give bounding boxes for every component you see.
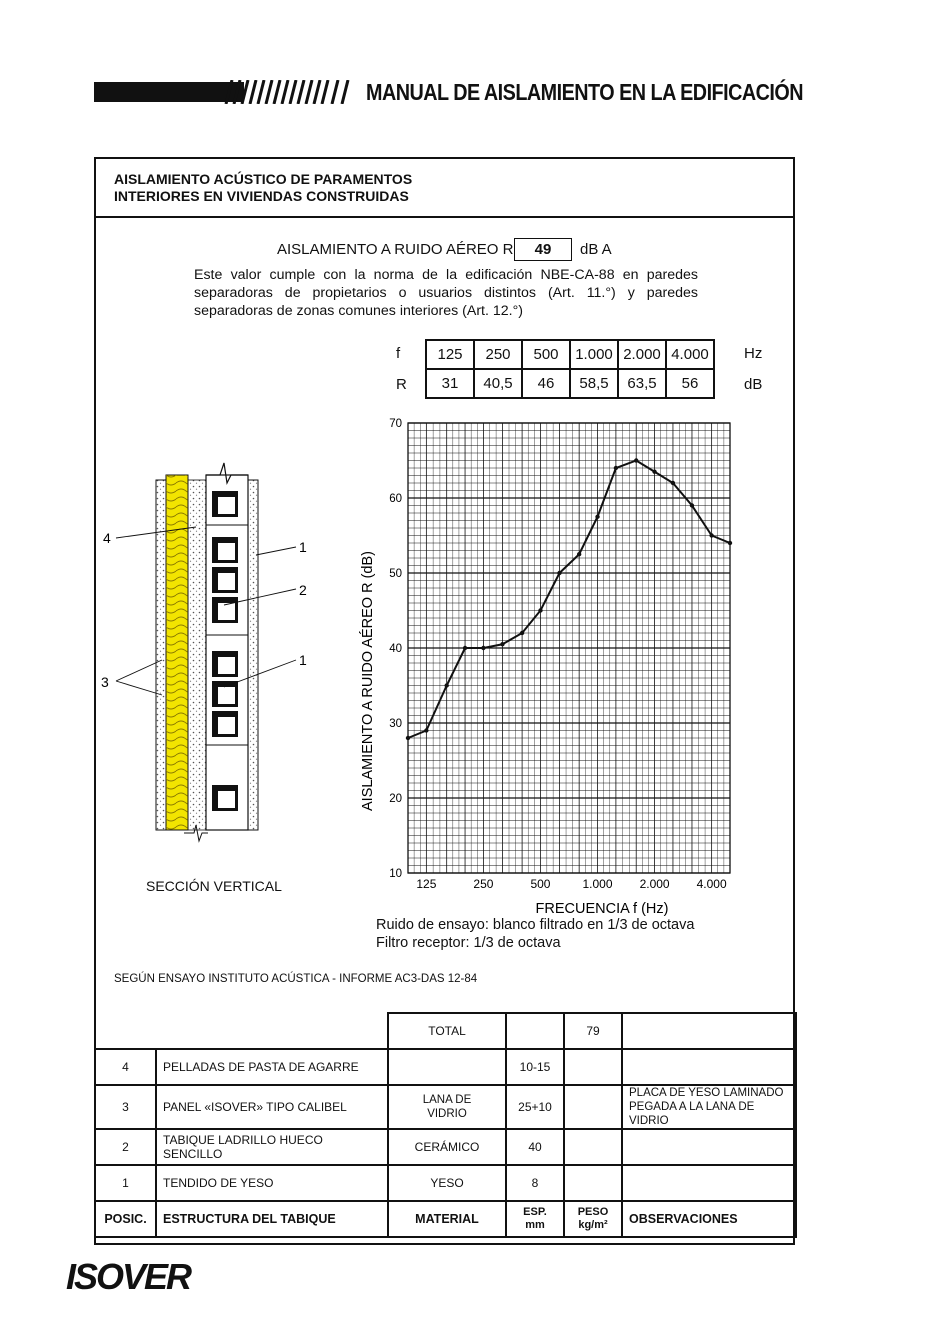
cell-material: LANA DE VIDRIO — [388, 1085, 506, 1129]
data-point — [481, 646, 485, 650]
freq-cell: 4.000 — [666, 340, 714, 369]
r-cell: 58,5 — [570, 369, 618, 398]
r-cell: 46 — [522, 369, 570, 398]
norm-text: Este valor cumple con la norma de la edificación NBE-CA-88 en paredes separadoras de propietarios o usuarios distintos (Art. 11.°) y paredes separadoras de zonas comunes interiores (Art. 12.°) — [194, 267, 698, 319]
chart-legend — [376, 916, 694, 952]
cell-material: YESO — [388, 1165, 506, 1201]
wall-label-3: 3 — [101, 674, 109, 690]
r-cell: 40,5 — [474, 369, 522, 398]
section-title — [114, 171, 412, 205]
x-tick-label: 1.000 — [582, 877, 613, 891]
total-row — [95, 1013, 796, 1049]
cell-obs — [622, 1129, 796, 1165]
data-point — [595, 515, 599, 519]
header-stripes — [222, 80, 352, 104]
freq-cell: 2.000 — [618, 340, 666, 369]
y-tick-label: 20 — [389, 793, 402, 805]
data-point — [406, 736, 410, 740]
wall-caption: SECCIÓN VERTICAL — [146, 878, 282, 894]
isover-logo: ISOVER — [66, 1256, 191, 1297]
header-peso-l2: kg/m² — [578, 1219, 608, 1231]
chart-grid — [408, 423, 730, 873]
cell-pos: 3 — [95, 1085, 156, 1129]
wall-label-4: 4 — [103, 530, 111, 546]
chart-y-label: AISLAMIENTO A RUIDO AÉREO R (dB) — [360, 551, 376, 811]
y-tick-label: 30 — [389, 718, 402, 730]
data-point — [634, 458, 638, 462]
unit-db: dB — [744, 376, 763, 393]
total-peso: 79 — [564, 1013, 622, 1049]
cell-pos: 4 — [95, 1049, 156, 1085]
cell-peso — [564, 1085, 622, 1129]
cell-material — [388, 1049, 506, 1085]
row-r-label: R — [396, 376, 407, 393]
table-row — [95, 1049, 796, 1085]
freq-cell: 125 — [426, 340, 474, 369]
data-point — [690, 503, 694, 507]
y-tick-label: 40 — [389, 643, 402, 655]
section-title-line1: AISLAMIENTO ACÚSTICO DE PARAMENTOS — [114, 171, 413, 187]
row-f-label: f — [396, 345, 401, 362]
header-esp-l2: mm — [525, 1219, 545, 1231]
r-cell: 63,5 — [618, 369, 666, 398]
cell-peso — [564, 1049, 622, 1085]
data-point — [709, 533, 713, 537]
total-label: TOTAL — [388, 1013, 506, 1049]
total-obs — [622, 1013, 796, 1049]
data-point — [728, 541, 732, 545]
x-tick-label: 250 — [473, 877, 494, 891]
header-estructura: ESTRUCTURA DEL TABIQUE — [156, 1201, 388, 1237]
r-row — [426, 369, 714, 398]
x-tick-label: 500 — [530, 877, 551, 891]
y-tick-label: 60 — [389, 493, 402, 505]
freq-cell: 250 — [474, 340, 522, 369]
data-point — [424, 728, 428, 732]
table-row — [95, 1129, 796, 1165]
header-peso — [564, 1201, 622, 1237]
rating-value: 49 — [514, 238, 572, 261]
insulation-chart — [340, 405, 760, 945]
cell-esp: 40 — [506, 1129, 564, 1165]
y-tick-label: 70 — [389, 418, 402, 430]
data-point — [500, 642, 504, 646]
rating-unit: dB A — [580, 241, 612, 258]
data-point — [614, 466, 618, 470]
chart-x-ticks — [416, 877, 727, 891]
cell-esp: 8 — [506, 1165, 564, 1201]
data-point — [463, 646, 467, 650]
chart-y-ticks — [389, 418, 402, 880]
cell-estructura: PELLADAS DE PASTA DE AGARRE — [156, 1049, 388, 1085]
r-cell: 31 — [426, 369, 474, 398]
cell-estructura: TENDIDO DE YESO — [156, 1165, 388, 1201]
cell-obs: PLACA DE YESO LAMINADO PEGADA A LA LANA DE VIDRIO — [622, 1085, 796, 1129]
wall-label-2: 2 — [299, 582, 307, 598]
freq-cell: 1.000 — [570, 340, 618, 369]
frequency-table — [425, 339, 715, 399]
table-row — [95, 1165, 796, 1201]
cell-pos: 2 — [95, 1129, 156, 1165]
chart-x-label: FRECUENCIA f (Hz) — [535, 901, 669, 917]
data-point — [671, 481, 675, 485]
data-point — [444, 683, 448, 687]
cell-peso — [564, 1165, 622, 1201]
total-esp — [506, 1013, 564, 1049]
cell-peso — [564, 1129, 622, 1165]
cell-pos: 1 — [95, 1165, 156, 1201]
test-source: SEGÚN ENSAYO INSTITUTO ACÚSTICA - INFORME AC3-DAS 12-84 — [114, 973, 478, 985]
header-pos: POSIC. — [95, 1201, 156, 1237]
cell-obs — [622, 1049, 796, 1085]
data-point — [538, 608, 542, 612]
x-tick-label: 2.000 — [639, 877, 670, 891]
header-title: MANUAL DE AISLAMIENTO EN LA EDIFICACIÓN — [366, 79, 804, 105]
layers-table — [94, 1012, 797, 1238]
data-point — [557, 571, 561, 575]
legend-line2: Filtro receptor: 1/3 de octava — [376, 935, 561, 951]
chart-series-line — [408, 461, 730, 739]
frequency-row — [426, 340, 714, 369]
data-point — [520, 631, 524, 635]
cell-estructura: TABIQUE LADRILLO HUECO SENCILLO — [156, 1129, 388, 1165]
legend-line1: Ruido de ensayo: blanco filtrado en 1/3 de octava — [376, 917, 695, 933]
wall-label-1a: 1 — [299, 539, 307, 555]
data-point — [577, 552, 581, 556]
section-title-line2: INTERIORES EN VIVIENDAS CONSTRUIDAS — [114, 188, 409, 204]
wall-label-1b: 1 — [299, 652, 307, 668]
wall-section-drawing — [96, 455, 336, 845]
x-tick-label: 4.000 — [696, 877, 727, 891]
unit-hz: Hz — [744, 345, 763, 362]
header-esp-l1: ESP. — [523, 1206, 547, 1218]
header-material: MATERIAL — [388, 1201, 506, 1237]
header-obs: OBSERVACIONES — [622, 1201, 796, 1237]
rating-label: AISLAMIENTO A RUIDO AÉREO R — [277, 241, 514, 258]
header-row — [95, 1201, 796, 1237]
r-cell: 56 — [666, 369, 714, 398]
cell-obs — [622, 1165, 796, 1201]
y-tick-label: 10 — [389, 868, 402, 880]
section-divider — [94, 216, 795, 218]
x-tick-label: 125 — [416, 877, 437, 891]
y-tick-label: 50 — [389, 568, 402, 580]
header-peso-l1: PESO — [577, 1206, 609, 1218]
header-esp — [506, 1201, 564, 1237]
cell-esp: 25+10 — [506, 1085, 564, 1129]
cell-material: CERÁMICO — [388, 1129, 506, 1165]
table-row — [95, 1085, 796, 1129]
cell-esp: 10-15 — [506, 1049, 564, 1085]
data-point — [652, 470, 656, 474]
chart-points — [406, 458, 732, 740]
freq-cell: 500 — [522, 340, 570, 369]
cell-estructura: PANEL «ISOVER» TIPO CALIBEL — [156, 1085, 388, 1129]
